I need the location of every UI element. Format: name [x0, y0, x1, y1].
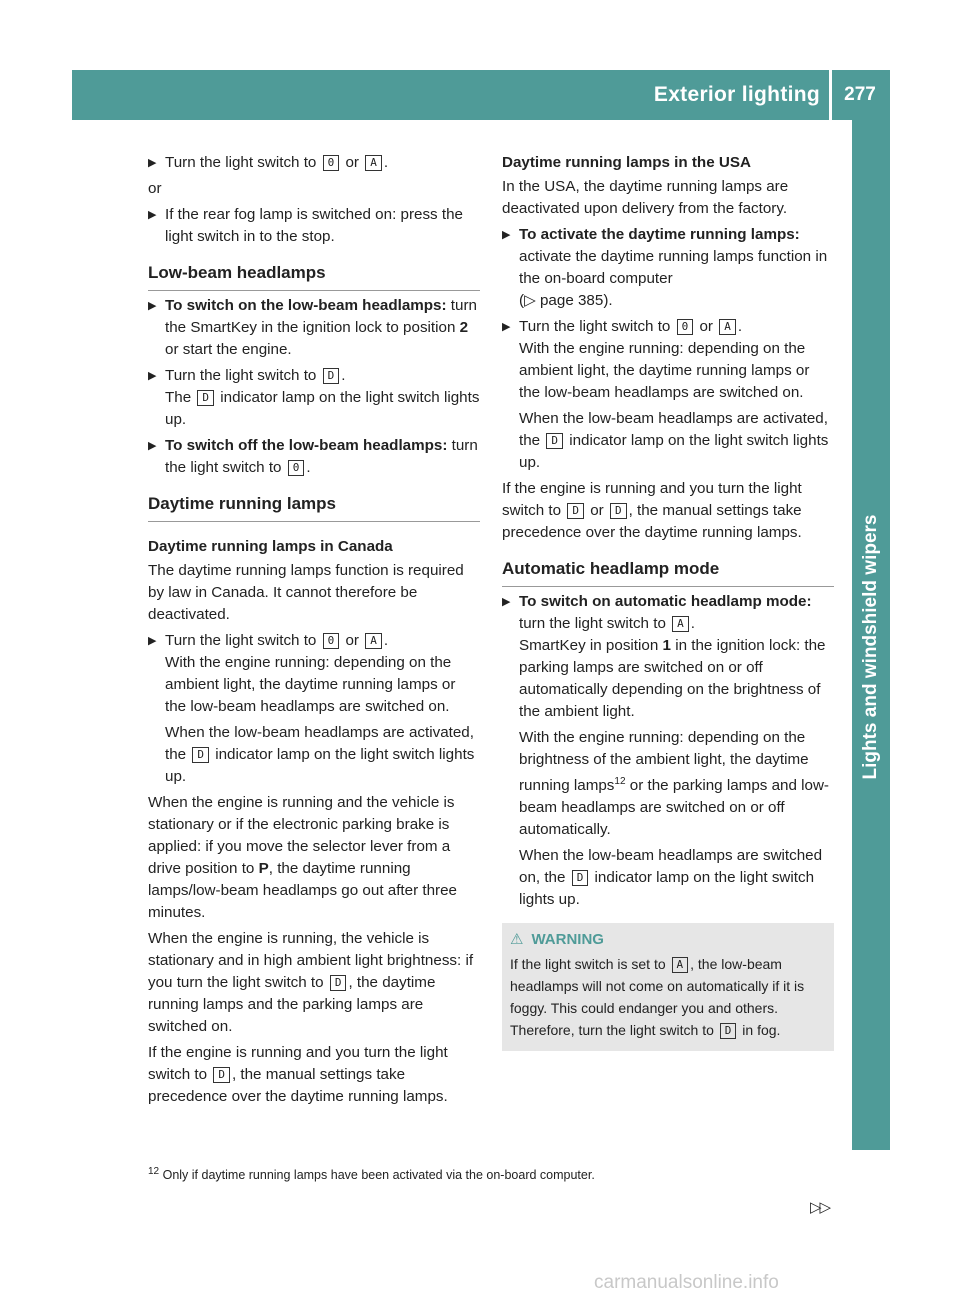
switch-auto-icon: A: [672, 616, 689, 632]
switch-auto-icon: A: [719, 319, 736, 335]
low-beam-icon: D: [610, 503, 627, 519]
paragraph: The daytime running lamps function is required by law in Canada. It cannot therefore be deactivated.: [148, 562, 464, 623]
paragraph: If the engine is running and you turn the light switch to D , the manual settings take precedence over the daytime running lamps.: [148, 1044, 448, 1105]
section-title: Exterior lighting: [653, 83, 820, 106]
arrow-icon: ▶: [148, 635, 157, 647]
continued-icon: ▷▷: [810, 1199, 830, 1216]
page-number: 277: [844, 84, 876, 105]
low-beam-indicator-icon: D: [197, 390, 214, 406]
paragraph: When the low-beam headlamps are activated, the D indicator lamp on the light switch lights up.: [519, 410, 829, 471]
page-ref-link[interactable]: page 385).: [539, 292, 613, 309]
paragraph: When the engine is running and the vehicle is stationary or if the electronic parking brake is applied: if you move the selector lever from a drive position to P, the daytime running lamps/low-beam headlamps go out after three minutes.: [148, 794, 457, 921]
switch-auto-icon: A: [365, 155, 382, 171]
low-beam-icon: D: [213, 1067, 230, 1083]
watermark: carmanualsonline.info: [594, 1272, 779, 1293]
heading-auto-headlamp: Automatic headlamp mode: [502, 558, 834, 587]
low-beam-indicator-icon: D: [572, 870, 589, 886]
list-item: ▶ Turn the light switch to 0 or A .: [148, 152, 480, 174]
switch-auto-icon: A: [365, 633, 382, 649]
list-item: ▶ If the rear fog lamp is switched on: press the light switch in to the stop.: [148, 206, 463, 245]
list-item: ▶ Turn the light switch to D . The D indicator lamp on the light switch lights up.: [148, 367, 480, 428]
low-beam-indicator-icon: D: [192, 747, 209, 763]
paragraph: When the engine is running, the vehicle is stationary and in high ambient light brightness: if you turn the light switch to D , the daytime running lamps and the parking lamps are switched on.: [148, 930, 474, 1035]
arrow-icon: ▶: [502, 321, 511, 333]
list-item: ▶ To switch on automatic headlamp mode: turn the light switch to A . SmartKey in position 1 in the ignition lock: the parking lamps are switched on or off automatically depending on the brightness of the ambient light.: [502, 593, 826, 720]
arrow-icon: ▶: [148, 300, 157, 312]
switch-auto-icon: A: [672, 957, 689, 973]
paragraph: When the low-beam headlamps are activated, the D indicator lamp on the light switch lights up.: [165, 724, 475, 785]
list-item: ▶ To switch on the low-beam headlamps: turn the SmartKey in the ignition lock to position 2 or start the engine.: [148, 297, 477, 358]
arrow-icon: ▶: [148, 157, 157, 169]
low-beam-icon: D: [330, 975, 347, 991]
warning-heading: ⚠ WARNING: [510, 931, 604, 949]
left-column: [148, 152, 480, 1112]
low-beam-icon: D: [323, 368, 340, 384]
footnote: $^{12}$ Only if daytime running lamps have been activated via the on-board computer.: [148, 1166, 595, 1183]
warning-triangle-icon: ⚠: [510, 931, 524, 949]
arrow-icon: ▶: [148, 440, 157, 452]
list-item: ▶ To switch off the low-beam headlamps: turn the light switch to 0 .: [148, 437, 478, 476]
heading-drl-usa: Daytime running lamps in the USA: [502, 154, 751, 171]
list-item: ▶ Turn the light switch to 0 or A . With the engine running: depending on the ambient light, the daytime running lamps or the low-beam headlamps are switched on.: [148, 632, 456, 715]
chapter-label: Lights and windshield wipers: [860, 514, 881, 780]
paragraph: With the engine running: depending on the brightness of the ambient light, the daytime running lamps$^{12}$ or the parking lamps and low-beam headlamps are switched on or off automatically.: [519, 729, 829, 839]
page-header: [72, 70, 890, 120]
paragraph: If the engine is running and you turn the light switch to D or D , the manual settings take precedence over the daytime running lamps.: [502, 480, 802, 541]
heading-low-beam: Low-beam headlamps: [148, 262, 480, 291]
list-item: ▶ Turn the light switch to 0 or A . With the engine running: depending on the ambient light, the daytime running lamps or the low-beam headlamps are switched on.: [502, 318, 810, 401]
page-ref-icon: ▷: [524, 292, 536, 309]
or-text: or: [148, 180, 162, 197]
heading-drl-canada: Daytime running lamps in Canada: [148, 538, 393, 555]
switch-off-icon: 0: [323, 633, 340, 649]
low-beam-indicator-icon: D: [546, 433, 563, 449]
low-beam-icon: D: [720, 1023, 737, 1039]
arrow-icon: ▶: [502, 596, 511, 608]
paragraph: When the low-beam headlamps are switched on, the D indicator lamp on the light switch lights up.: [519, 847, 823, 909]
switch-off-icon: 0: [288, 460, 305, 476]
list-item: ▶ To activate the daytime running lamps: activate the daytime running lamps function in the on-board computer (▷ page 385).: [502, 226, 828, 309]
arrow-icon: ▶: [148, 209, 157, 221]
low-beam-icon: D: [567, 503, 584, 519]
arrow-icon: ▶: [502, 229, 511, 241]
warning-box: [502, 923, 834, 1051]
header-separator: [829, 70, 832, 120]
paragraph: In the USA, the daytime running lamps are deactivated upon delivery from the factory.: [502, 178, 789, 217]
switch-off-icon: 0: [677, 319, 694, 335]
warning-text: If the light switch is set to A , the low-beam headlamps will not come on automatically if it is foggy. This could endanger you and others. Therefore, turn the light switch to D in fog.: [510, 956, 805, 1039]
switch-off-icon: 0: [323, 155, 340, 171]
arrow-icon: ▶: [148, 370, 157, 382]
heading-drl: Daytime running lamps: [148, 493, 480, 522]
right-column: [502, 152, 834, 1051]
